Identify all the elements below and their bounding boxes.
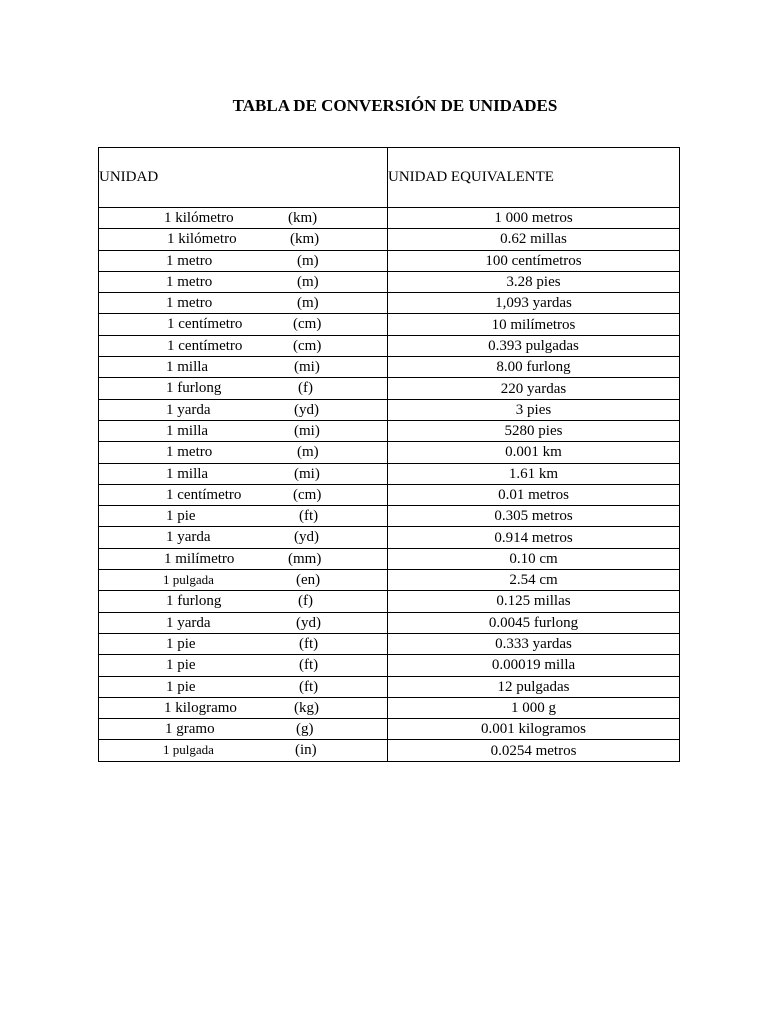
equivalent-cell: 1,093 yardas [388, 293, 680, 314]
table-row [99, 335, 680, 356]
unit-name: 1 kilómetro [164, 210, 234, 226]
unit-abbreviation: (mi) [294, 359, 320, 376]
unit-name: 1 milímetro [164, 550, 235, 567]
unit-abbreviation: (km) [290, 231, 320, 248]
unit-cell [99, 314, 388, 335]
table-row [99, 484, 680, 505]
equivalent-cell: 5280 pies [388, 420, 680, 441]
unit-abbreviation: (cm) [293, 316, 322, 333]
unit-cell [99, 484, 388, 505]
unit-name: 1 pie [166, 508, 196, 525]
unit-name: 1 metro [166, 295, 213, 312]
table-row [99, 527, 680, 548]
table-row [99, 271, 680, 292]
table-row [99, 697, 680, 718]
unit-name: 1 yarda [166, 401, 211, 418]
unit-cell [99, 463, 388, 484]
equivalent-cell: 0.01 metros [388, 484, 680, 505]
unit-abbreviation: (ft) [299, 508, 319, 525]
unit-name: 1 kilogramo [164, 699, 237, 716]
table-body [99, 208, 680, 762]
unit-abbreviation: (cm) [293, 486, 322, 503]
table-row [99, 357, 680, 378]
unit-abbreviation: (ft) [299, 657, 319, 674]
unit-abbreviation: (km) [288, 210, 318, 226]
unit-abbreviation: (en) [296, 572, 321, 589]
table-row [99, 208, 680, 229]
unit-abbreviation: (ft) [299, 635, 319, 652]
unit-cell [99, 229, 388, 250]
table-row [99, 506, 680, 527]
unit-name: 1 gramo [165, 721, 215, 738]
unit-cell [99, 250, 388, 271]
document-title: TABLA DE CONVERSIÓN DE UNIDADES [232, 96, 558, 115]
table-row [99, 378, 680, 399]
unit-cell [99, 548, 388, 569]
equivalent-cell: 0.333 yardas [388, 633, 680, 654]
unit-abbreviation: (cm) [293, 337, 322, 354]
table-row [99, 293, 680, 314]
unit-name: 1 yarda [166, 529, 211, 546]
equivalent-cell: 3 pies [388, 399, 680, 420]
unit-abbreviation: (kg) [294, 699, 319, 716]
table-row [99, 591, 680, 612]
unit-name: 1 milla [166, 465, 209, 482]
equivalent-cell: 0.125 millas [388, 591, 680, 612]
unit-cell [99, 271, 388, 292]
unit-cell [99, 420, 388, 441]
unit-abbreviation: (f) [298, 380, 313, 397]
unit-name: 1 kilómetro [167, 231, 237, 248]
table-row [99, 633, 680, 654]
header-unit: UNIDAD [99, 148, 388, 208]
unit-cell [99, 719, 388, 740]
unit-cell [99, 293, 388, 314]
unit-cell [99, 740, 388, 761]
unit-name: 1 centímetro [167, 316, 243, 333]
unit-name: 1 milla [166, 422, 209, 439]
table-row [99, 420, 680, 441]
unit-abbreviation: (m) [297, 252, 319, 269]
table-row [99, 399, 680, 420]
equivalent-cell: 0.62 millas [388, 229, 680, 250]
equivalent-cell: 8.00 furlong [388, 357, 680, 378]
unit-name: 1 milla [166, 359, 209, 376]
unit-cell [99, 612, 388, 633]
equivalent-cell: 1.61 km [388, 463, 680, 484]
equivalent-cell: 2.54 cm [388, 570, 680, 591]
table-row [99, 570, 680, 591]
unit-cell [99, 591, 388, 612]
conversion-table [98, 147, 680, 762]
unit-abbreviation: (f) [298, 593, 313, 610]
unit-abbreviation: (yd) [294, 529, 319, 546]
unit-name: 1 metro [166, 444, 213, 461]
unit-abbreviation: (g) [296, 721, 314, 738]
unit-cell [99, 208, 388, 229]
table-row [99, 676, 680, 697]
equivalent-cell: 0.914 metros [388, 527, 680, 548]
table-header-row [99, 148, 680, 208]
unit-abbreviation: (mi) [294, 422, 320, 439]
table-row [99, 719, 680, 740]
equivalent-cell: 1 000 g [388, 697, 680, 718]
unit-name: 1 furlong [166, 593, 222, 610]
equivalent-cell: 0.10 cm [388, 548, 680, 569]
unit-cell [99, 506, 388, 527]
unit-cell [99, 357, 388, 378]
unit-name: 1 pie [166, 678, 196, 695]
unit-name: 1 metro [166, 252, 213, 269]
unit-name: 1 centímetro [167, 337, 243, 354]
unit-name: 1 yarda [166, 614, 211, 631]
unit-cell [99, 442, 388, 463]
equivalent-cell: 0.001 km [388, 442, 680, 463]
unit-cell [99, 570, 388, 591]
unit-cell [99, 527, 388, 548]
unit-abbreviation: (in) [295, 742, 317, 759]
unit-cell [99, 378, 388, 399]
unit-abbreviation: (m) [297, 444, 319, 461]
unit-name: 1 pie [166, 635, 196, 652]
table-row [99, 250, 680, 271]
table-row [99, 612, 680, 633]
equivalent-cell: 100 centímetros [388, 250, 680, 271]
unit-abbreviation: (yd) [296, 614, 321, 631]
equivalent-cell: 0.305 metros [388, 506, 680, 527]
unit-cell [99, 655, 388, 676]
unit-cell [99, 399, 388, 420]
table-row [99, 442, 680, 463]
table-row [99, 655, 680, 676]
equivalent-cell: 10 milímetros [388, 314, 680, 335]
table-row [99, 740, 680, 761]
unit-name: 1 furlong [166, 380, 222, 397]
unit-name: 1 pulgada [163, 572, 214, 588]
unit-abbreviation: (yd) [294, 401, 319, 418]
table-row [99, 463, 680, 484]
equivalent-cell: 0.001 kilogramos [388, 719, 680, 740]
equivalent-cell: 0.0254 metros [388, 740, 680, 761]
equivalent-cell: 12 pulgadas [388, 676, 680, 697]
unit-abbreviation: (mi) [294, 465, 320, 482]
equivalent-cell: 0.00019 milla [388, 655, 680, 676]
unit-name: 1 centímetro [166, 486, 242, 503]
unit-abbreviation: (m) [297, 295, 319, 312]
unit-abbreviation: (ft) [299, 678, 319, 695]
equivalent-cell: 0.0045 furlong [388, 612, 680, 633]
equivalent-cell: 3.28 pies [388, 271, 680, 292]
table-row [99, 548, 680, 569]
equivalent-cell: 1 000 metros [388, 208, 680, 229]
unit-cell [99, 335, 388, 356]
unit-name: 1 pulgada [163, 742, 214, 758]
equivalent-cell: 0.393 pulgadas [388, 335, 680, 356]
unit-cell [99, 633, 388, 654]
unit-abbreviation: (m) [297, 273, 319, 290]
table-row [99, 314, 680, 335]
unit-name: 1 pie [166, 657, 196, 674]
unit-name: 1 metro [166, 273, 213, 290]
table-row [99, 229, 680, 250]
equivalent-cell: 220 yardas [388, 378, 680, 399]
header-equivalent: UNIDAD EQUIVALENTE [388, 148, 680, 208]
unit-cell [99, 676, 388, 697]
unit-cell [99, 697, 388, 718]
unit-abbreviation: (mm) [288, 550, 322, 567]
